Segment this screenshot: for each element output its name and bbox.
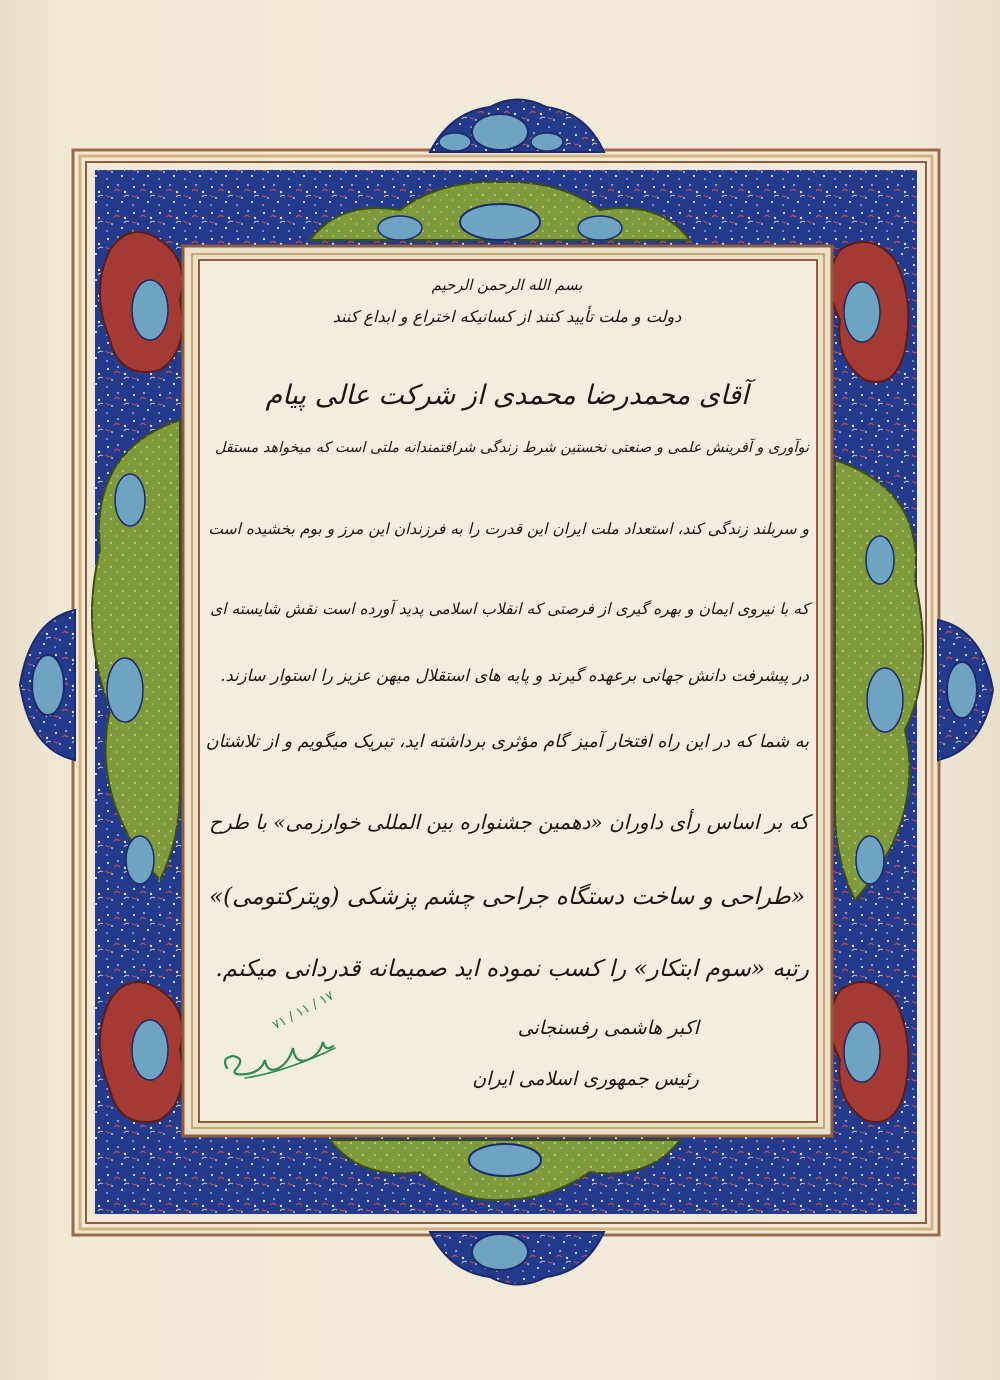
handwritten-signature [215,1022,355,1092]
top-medallion [430,100,604,153]
rank-line: رتبه «سوم ابتکار» را کسب نموده اید صمیمانه قدردانی میکنم. [215,956,809,982]
left-medallion [20,610,75,760]
project-title-line: «طراحی و ساخت دستگاه جراحی چشم پزشکی (ویترکتومی)» [209,884,805,910]
motto: دولت و ملت تأیید کنند از کسانیکه اختراع و ابداع کنند [332,307,682,326]
certificate-text [205,262,809,1114]
bottom-medallion [430,1232,604,1285]
right-medallion [938,620,993,760]
signer-title: رئیس جمهوری اسلامی ایران [472,1068,699,1090]
body-line: به شما که در این راه افتخار آمیز گام مؤثری برداشته اید، تبریک میگویم و از تلاشتان [205,732,809,752]
body-line: که بر اساس رأی داوران «دهمین جشنواره بین المللی خوارزمی» با طرح [209,810,809,834]
basmala: بسم الله الرحمن الرحیم [431,276,583,294]
recipient-line: آقای محمدرضا محمدی از شرکت عالی پیام [265,380,749,411]
body-line: که با نیروی ایمان و بهره گیری از فرصتی که انقلاب اسلامی پدید آورده است نقش شایسته ای [210,600,809,618]
body-line: و سربلند زندگی کند، استعداد ملت ایران این قدرت را به فرزندان این مرز و بوم بخشیده است [208,520,809,538]
signature-date: ۱۷ / ۱۱ / ۷۱ [270,988,337,1034]
body-line: در پیشرفت دانش جهانی برعهده گیرند و پایه های استقلال میهن عزیز را استوار سازند. [220,666,809,685]
signer-name: اکبر هاشمی رفسنجانی [517,1017,699,1039]
body-line: نوآوری و آفرینش علمی و صنعتی نخستین شرط زندگی شرافتمندانه ملتی است که میخواهد مستقل [214,440,809,456]
